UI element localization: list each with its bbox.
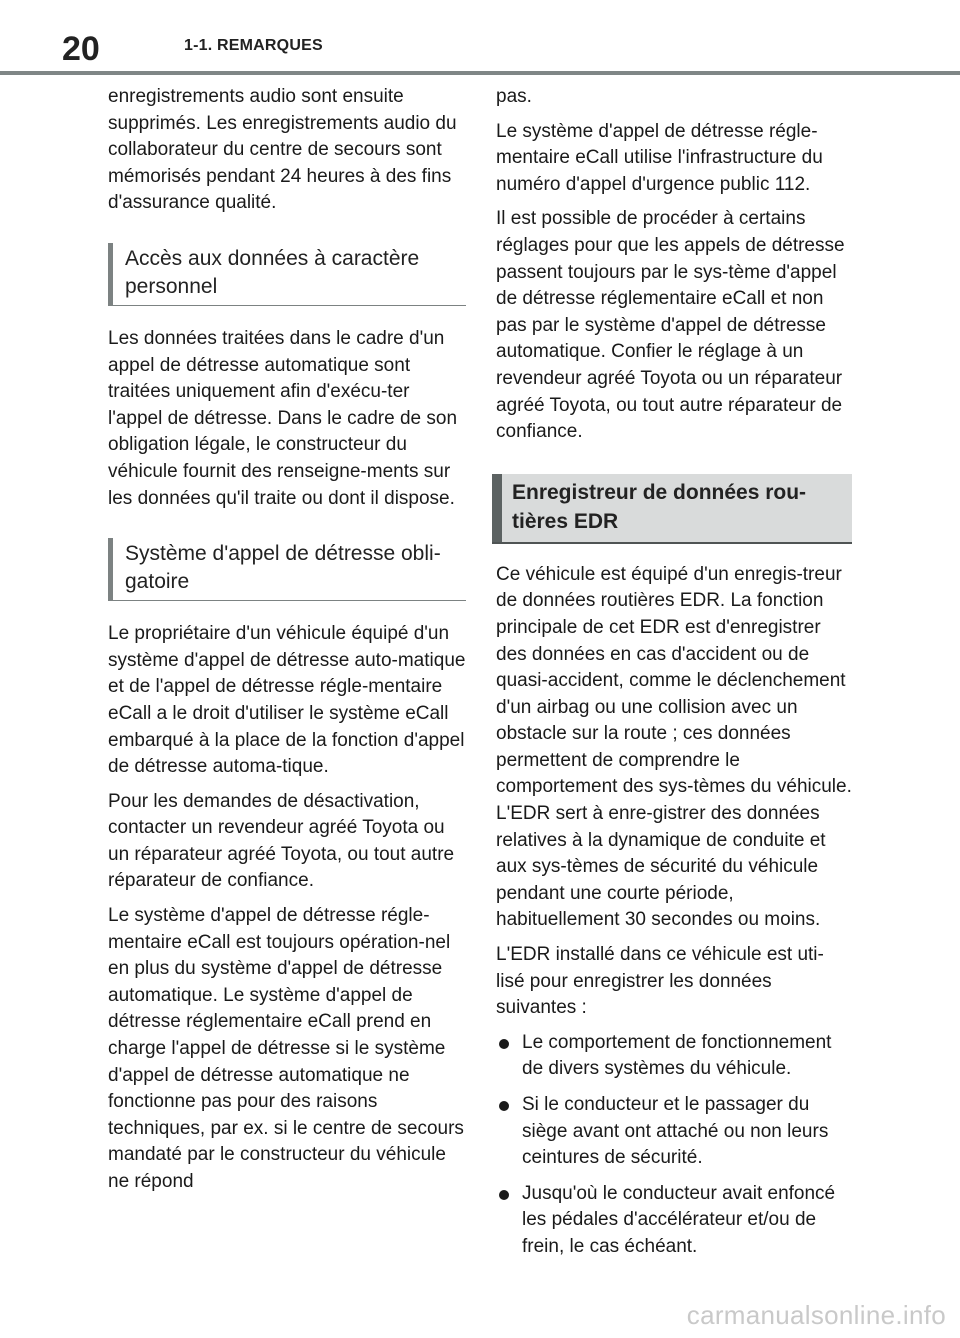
list-item-text: Jusqu'où le conducteur avait enfoncé les pédales d'accélérateur et/ou de frein, le cas échéant. <box>522 1182 836 1257</box>
left-column <box>108 84 466 1204</box>
bullet-icon <box>499 1039 509 1049</box>
header-rule <box>0 71 960 75</box>
paragraph: L'EDR installé dans ce véhicule est uti-lisé pour enregistrer les données suivantes : <box>496 944 824 1019</box>
paragraph: Il est possible de procéder à certains réglages pour que les appels de détresse passent toujours par le sys-tème d'appel de détresse réglementaire eCall et non pas par le système d'appel de détresse automatique. Confier le réglage à un revendeur agréé Toyota ou un réparateur agréé Toyota, ou tout autre réparateur de confiance. <box>496 208 845 443</box>
paragraph: Le système d'appel de détresse régle-mentaire eCall utilise l'infrastructure du numéro d'appel d'urgence public 112. <box>496 120 823 195</box>
paragraph: enregistrements audio sont ensuite supprimés. Les enregistrements audio du collaborateur du centre de secours sont mémorisés pendant 24 heures à des fins d'assurance qualité. <box>108 86 457 214</box>
bullet-list <box>496 1030 852 1261</box>
site-watermark: carmanualsonline.info <box>686 1300 946 1330</box>
page-header <box>0 0 960 75</box>
section-title-band <box>492 474 852 544</box>
section-title-bar <box>492 474 502 542</box>
right-column <box>496 84 852 1270</box>
paragraph: Le système d'appel de détresse régle-mentaire eCall est toujours opération-nel en plus du système d'appel de détresse automatique. Le système d'appel de détresse réglementaire eCall prend en charge l'appel de détresse si le système d'appel de détresse automatique ne fonctionne pas pour des raisons techniques, par ex. si le centre de secours mandaté par le constructeur du véhicule ne répond <box>108 905 464 1192</box>
page-number: 20 <box>62 30 100 68</box>
bullet-icon <box>499 1101 509 1111</box>
subheading-personal-data-access: Accès aux données à caractère personnel <box>108 243 466 306</box>
list-item <box>496 1092 852 1172</box>
paragraph: Le propriétaire d'un véhicule équipé d'un système d'appel de détresse auto-matique et de l'appel de détresse régle-mentaire eCall a le droit d'utiliser le système eCall embarqué à la place de la fonction d'appel de détresse automa-tique. <box>108 623 466 778</box>
paragraph: pas. <box>496 86 532 107</box>
list-item <box>496 1181 852 1261</box>
section-title-edr: Enregistreur de données rou-tières EDR <box>512 480 807 533</box>
paragraph: Ce véhicule est équipé d'un enregis-treur de données routières EDR. La fonction principale de cet EDR est d'enregistrer des données en cas d'accident ou de quasi-accident, comme le déclenchement d'un airbag ou une collision avec un obstacle sur la route ; ces données permettent de comprendre le comportement des sys-tèmes du véhicule. L'EDR sert à enre-gistrer des données relatives à la dynamique de conduite et aux sys-tèmes de sécurité du véhicule pendant une courte période, habituellement 30 secondes ou moins. <box>496 563 852 931</box>
list-item-text: Le comportement de fonctionnement de divers systèmes du véhicule. <box>522 1031 832 1080</box>
list-item <box>496 1030 852 1083</box>
bullet-icon <box>499 1190 509 1200</box>
paragraph: Les données traitées dans le cadre d'un appel de détresse automatique sont traitées uniquement afin d'exécu-ter l'appel de détresse. Dans le cadre de son obligation légale, le constructeur du véhicule fournit des renseigne-ments sur les données qu'il traite ou dont il dispose. <box>108 327 458 509</box>
section-label: 1-1. REMARQUES <box>184 37 323 54</box>
list-item-text: Si le conducteur et le passager du siège avant ont attaché ou non leurs ceintures de sécurité. <box>522 1094 829 1169</box>
paragraph: Pour les demandes de désactivation, contacter un revendeur agréé Toyota ou un réparateur agréé Toyota, ou tout autre réparateur de confiance. <box>108 790 455 892</box>
subheading-mandatory-ecall: Système d'appel de détresse obli-gatoire <box>108 538 466 601</box>
